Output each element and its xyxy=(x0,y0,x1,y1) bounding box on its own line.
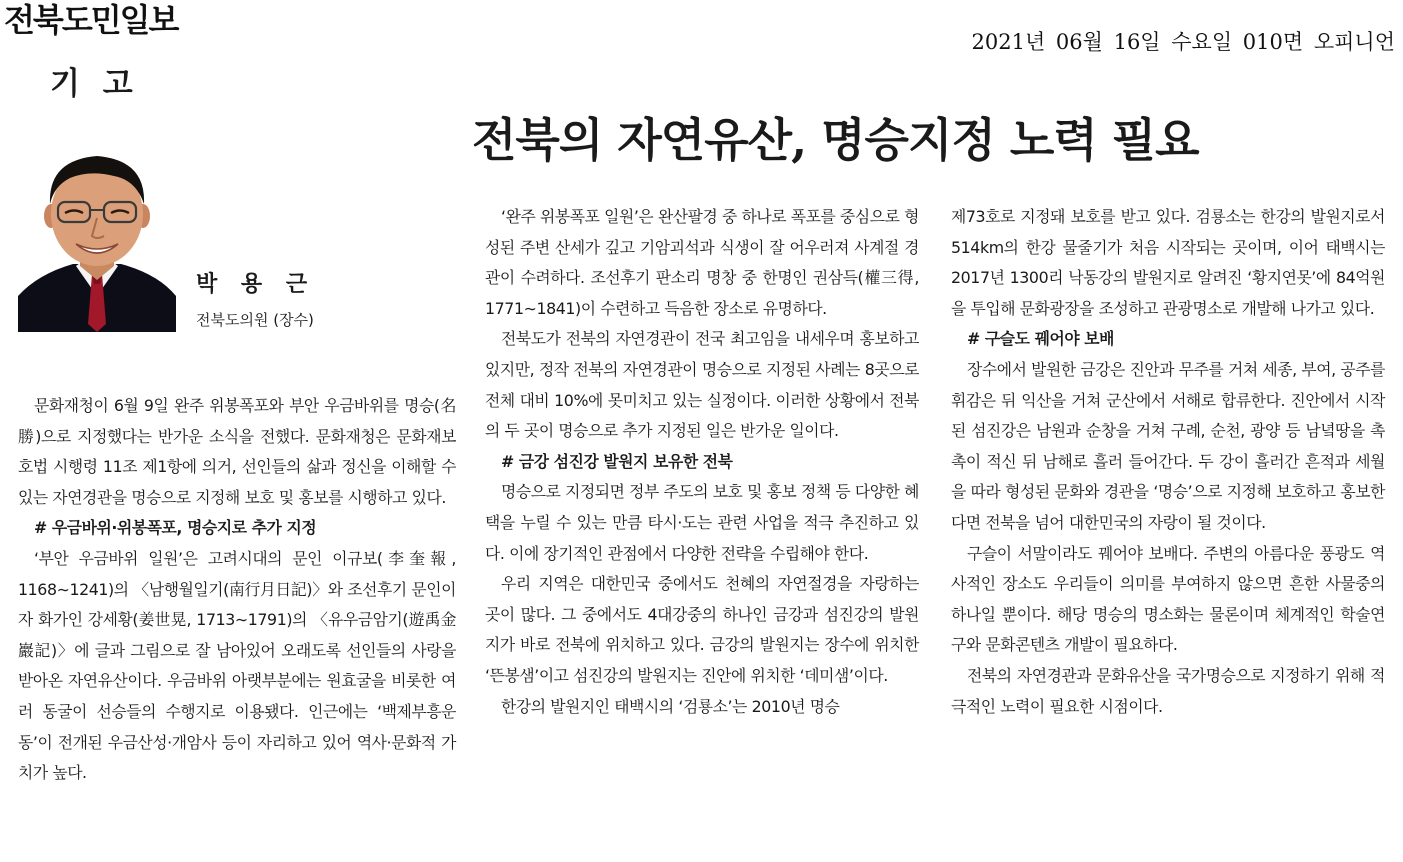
paragraph: 명승으로 지정되면 정부 주도의 보호 및 홍보 정책 등 다양한 혜택을 누릴 수 있는 만큼 타시·도는 관련 사업을 적극 추진하고 있다. 이에 장기적인 관점에서 다양한 전략을 수립해야 한다. xyxy=(485,482,919,563)
article-column-2 xyxy=(485,202,919,722)
author-title: 전북도의원 (장수) xyxy=(196,311,314,329)
paragraph: 구슬이 서말이라도 꿰어야 보배다. 주변의 아름다운 풍광도 역사적인 장소도 우리들이 의미를 부여하지 않으면 흔한 사물중의 하나일 뿐이다. 해당 명승의 명소화는 물론이며 체계적인 학술연구와 문화콘텐츠 개발이 필요하다. xyxy=(951,543,1385,655)
paragraph: 문화재청이 6월 9일 완주 위봉폭포와 부안 우금바위를 명승(名勝)으로 지정했다는 반가운 소식을 전했다. 문화재청은 문화재보호법 시행령 11조 제1항에 의거, 선인들의 삶과 정신을 이해할 수 있는 자연경관을 명승으로 지정해 보호 및 홍보를 시행하고 있다. xyxy=(18,396,456,507)
section-label: 기 고 xyxy=(50,66,139,102)
paragraph: ‘완주 위봉폭포 일원’은 완산팔경 중 하나로 폭포를 중심으로 형성된 주변 산세가 깊고 기암괴석과 식생이 잘 어우러져 사계절 경관이 수려하다. 조선후기 판소리 명창 중 한명인 권삼득(權三得, 1771∼1841)이 수련하고 득음한 장소로 유명하다. xyxy=(485,207,919,318)
author-name: 박 용 근 xyxy=(196,272,316,297)
paragraph: 제73호로 지정돼 보호를 받고 있다. 검룡소는 한강의 발원지로서 514km의 한강 물줄기가 처음 시작되는 곳이며, 이어 태백시는 2017년 1300리 낙동강의 발원지로 알려진 ‘황지연못’에 84억원을 투입해 문화광장을 조성하고 관광명소로 개발해 나가고 있다. xyxy=(951,207,1385,318)
subheading: # 금강 섬진강 발원지 보유한 전북 xyxy=(501,451,733,471)
paragraph: 장수에서 발원한 금강은 진안과 무주를 거쳐 세종, 부여, 공주를 휘감은 뒤 익산을 거쳐 군산에서 서해로 합류한다. 진안에서 시작된 섬진강은 남원과 순창을 거쳐 구례, 순천, 광양 등 남녘땅을 촉촉이 적신 뒤 남해로 흘러 들어간다. 두 강이 흘러간 흔적과 세월을 따라 형성된 문화와 경관을 ‘명승’으로 지정해 보호하고 홍보한다면 전북을 넘어 대한민국의 자랑이 될 것이다. xyxy=(951,359,1385,532)
subheading: # 구슬도 꿰어야 보배 xyxy=(967,329,1115,349)
subheading: # 우금바위·위봉폭포, 명승지로 추가 지정 xyxy=(34,518,317,538)
paragraph: 한강의 발원지인 태백시의 ‘검룡소’는 2010년 명승 xyxy=(501,696,840,716)
paragraph: 전북도가 전북의 자연경관이 전국 최고임을 내세우며 홍보하고 있지만, 정작 전북의 자연경관이 명승으로 지정된 사례는 8곳으로 전체 대비 10%에 못미치고 있는 실정이다. 이러한 상황에서 전북의 두 곳이 명승으로 추가 지정된 일은 반가운 일이다. xyxy=(485,329,919,441)
article-column-3 xyxy=(951,202,1385,722)
article-headline: 전북의 자연유산, 명승지정 노력 필요 xyxy=(472,113,1199,167)
paragraph: ‘부안 우금바위 일원’은 고려시대의 문인 이규보(李奎報, 1168∼1241)의 〈남행월일기(南行月日記)〉와 조선후기 문인이자 화가인 강세황(姜世晃, 1713∼1791)의 〈유우금암기(遊禹金巖記)〉에 글과 그림으로 잘 남아있어 오래도록 선인들의 사랑을 받아온 자연유산이다. 우금바위 아랫부분에는 원효굴을 비롯한 여러 동굴이 선승들의 수행지로 이용됐다. 인근에는 ‘백제부흥운동’이 전개된 우금산성·개암사 등이 자리하고 있어 역사·문화적 가치가 높다. xyxy=(18,548,456,783)
author-photo xyxy=(18,146,176,332)
article-column-1 xyxy=(18,391,456,789)
paragraph: 우리 지역은 대한민국 중에서도 천혜의 자연절경을 자랑하는 곳이 많다. 그 중에서도 4대강중의 하나인 금강과 섬진강의 발원지가 바로 전북에 위치하고 있다. 금강의 발원지는 장수에 위치한 ‘뜬봉샘’이고 섬진강의 발원지는 진안에 위치한 ‘데미샘’이다. xyxy=(485,574,919,685)
paragraph: 전북의 자연경관과 문화유산을 국가명승으로 지정하기 위해 적극적인 노력이 필요한 시점이다. xyxy=(951,665,1385,716)
publication-info: 2021년 06월 16일 수요일 010면 오피니언 xyxy=(971,30,1395,54)
newspaper-masthead: 전북도민일보 xyxy=(4,1,178,39)
